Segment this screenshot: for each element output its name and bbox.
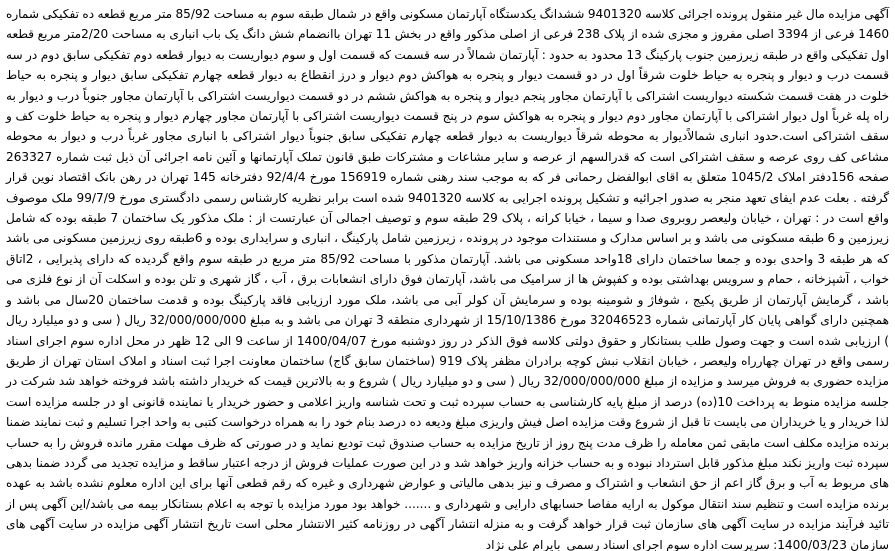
notice-text: آگهی مزایده مال غیر منقول پرونده اجرائی کلاسه 9401320 ششدانگ یکدستگاه آپارتمان مسکونی واقع در شمال طبقه سوم به مساحت 85/92 متر مربع قطعه ده تفکیکی شماره 1460 فرعی از 3394 اصلی مفروز و مجزی شده از پلاک 238 فرعی از اصلی مذکور واقع در بخش 11 تهران باانضمام شش دانگ یک باب انباری به مساحت 2/20متر مربع قطعه اول تفکیکی واقع در طبقه زیرزمین جنوب پارکینگ 13 محدود به حدود : آپارتمان شمالاً در سه قسمت که قسمت اول و سوم دیواریست به دیوار قطعه دوم تفکیکی سابق دوم در سه قسمت درب و دیوار و پنجره به حیاط خلوت شرقاً اول در دو قسمت دیوار و پنجره به هواکش دوم دیوار و درز انقطاع به دیوار قطعه چهارم تفکیکی سابق دیوار و پنجره به حیاط خلوت در هفت قسمت شکسته دیواریست اشتراکی با آپارتمان مجاور پنجم دیوار و پنجره به هواکش ششم در دو قسمت دیواریست اشتراکی با آپارتمان مجاور جنوباً درب و دیوار به راه پله غرباً اول دیوار اشتراکی با آپارتمان مجاور دوم دیوار و پنجره به هواکش سوم در پنج قسمت دیواریست اشتراکی با آپارتمان مجاور چهارم دیوار و پنجره به حیاط خلوت کف و سقف اشتراکی است.حدود انباری شمالاًدیوار به محوطه شرقاً دیواریست به دیوار قطعه چهارم تفکیکی سابق جنوباً دیوار اشتراکی با انباری مجاور غرباً درب و دیوار به محوطه مشاعی کف روی عرصه و سقف اشتراکی است که قدرالسهم از عرصه و سایر مشاعات و مشترکات طبق قانون تملک آپارتمانها و آئین نامه اجرائی آن ذیل ثبت شماره 263327 صفحه 156دفتر املاک 1045/2 متعلق به اقای ابوالفضل رحمانی فر که به موجب سند رهنی شماره 156919 مورخ 92/4/4 دفترخانه 145 تهران در رهن بانک اقتصاد نوین قرار گرفته . بعلت عدم ایفای تعهد منجر به صدور اجرائیه و تشکیل پرونده اجرایی به کلاسه 9401320 شده است برابر نظریه کارشناس رسمی دادگستری مورخ 99/7/9 ملک موصوف واقع است در : تهران ، خیابان ولیعصر روبروی صدا و سیما ، خیابا کرانه ، پلاک 29 طبقه سوم و توصیف اجمالی آن عبارتست از : ملک مذکور یک ساختمان 7 طبقه بوده که شامل زیرزمین و 6 طبقه مسکونی می باشد و بر اساس مدارک و مستندات موجود در پرونده ، زیرزمین شامل پارکینگ ، انباری و سرایداری بوده و 6طبقه روی زیرزمین مسکونی می باشد که هر طبقه 3 واحدی بوده و جمعا ساختمان دارای 18واحد مسکونی می باشد. آپارتمان مذکور با مساحت 85/92 متر مربع در طبقه سوم واقع گردیده که دارای پذیرایی ، 2اتاق خواب ، آشپزخانه ، حمام و سرویس بهداشتی بوده و کفپوش ها از سرامیک می باشد، آپارتمان فوق دارای انشعابات برق ، آب ، گاز شهری و تلن بوده و اسکلت آن از نوع فلزی می باشد ، گرمایش آپارتمان از طریق پکیج ، شوفاژ و شومینه بوده و سرمایش آن کولر آبی می باشد، ملک مورد ارزیابی فاقد پارکینگ بوده و قدمت ساختمان 20سال می باشد و همچنین دارای گواهی پایان کار آپارتمانی شماره 32046523 مورخ 15/10/1386 از شهرداری منطقه 3 تهران می باشد و به مبلغ 32/000/000/000 ریال ( سی و دو میلیارد ریال ) ارزیابی شده است و جهت وصول طلب بستانکار و حقوق دولتی کلاسه فوق الذکر در روز دوشنبه مورخ 1400/04/07 از ساعت 9 الی 12 ظهر در محل اداره سوم اجرای اسناد رسمی واقع در تهران چهارراه ولیعصر ، خیابان انقلاب نبش کوچه برادران مظفر پلاک 919 (ساختمان سابق گاج) ساختمان معاونت اجرا ثبت اسناد و املاک استان تهران از طریق مزایده حضوری به فروش میرسد و مزایده از مبلغ 32/000/000/000 ریال ( سی و دو میلیارد ریال ) شروع و به بالاترین قیمت که خریدار داشته باشد فروخته خواهد شد شرکت در جلسه مزایده منوط به پرداخت 10(ده) درصد از مبلغ پایه کارشناسی به حساب سپرده ثبت و تحت شناسه واریز اعلامی و حضور خریدار یا نماینده قانونی او در جلسه مزایده است لذا خریدار و یا خریداران می بایست تا قبل از شروع وقت مزایده اصل فیش واریزی مبلغ ودیعه ده درصد بنام خود را به همراه درخواست کتبی به واحد اجرا تسلیم و ثبت نمایند ضمنا برنده مزایده مکلف است مابقی ثمن معامله را ظرف مدت پنج روز از تاریخ مزایده به حساب صندوق ثبت تودیع نماید و در صورتی که ظرف مهلت مقرر مانده فروش را به حساب سپرده ثبت واریز نکند مبلغ مذکور قابل استرداد نبوده و به حساب خزانه واریز خواهد شد و در این صورت عملیات فروش از درجه اعتبار ساقط و مزایده تجدید می گردد ضمنا بدهی های مربوط به آب و برق گاز اعم از حق انشعاب و اشتراک و مصرف و نیز بدهی مالیاتی و عوارض شهرداری و غیره که رقم قطعی آنها برای این اداره معلوم نشده باشد به عهده برنده مزایده است و تنظیم سند انتقال موکول به ارایه مفاصا حسابهای دارایی و شهرداری و ....... خواهد بود مورد مزایده با توجه به اعلام بستانکار بیمه می باشد/این آگهی پس از تائید فرآیند مزایده در سایت آگهی های سازمان ثبت قرار خواهد گرفت و به منزله انتشار آگهی در روزنامه کثیر الانتشار محلی است تاریخ انتشار آگهی مزایده در سایت آگهی های سازمان 1400/03/23: سرپرست اداره سوم اجرای اسناد رسمی_بایرام علی نژاد bbox=[6, 7, 890, 551]
